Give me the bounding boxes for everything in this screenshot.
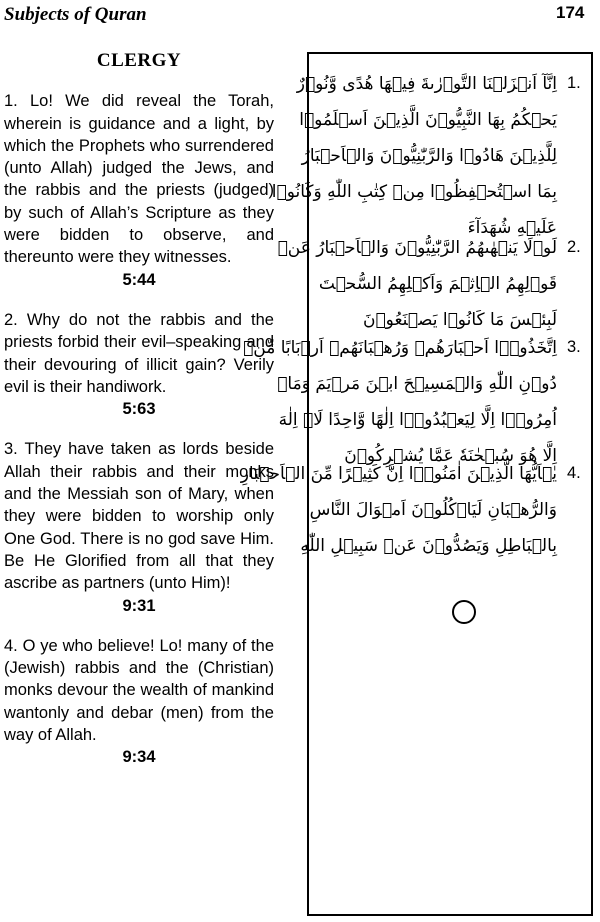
english-translation-column [4, 50, 274, 787]
circle-mark-icon [452, 600, 476, 624]
arabic-verse-lines [271, 66, 557, 246]
translation-text: 3. They have taken as lords beside Allah their rabbis and their monks and the Messiah son of Mary, when they were bidden to worship only One God. There is no god save Him. Be He Glorified from all that they ascribe as partners (unto Him)! [4, 440, 274, 593]
arabic-line: اِلَّا هُوَ سُبۡحٰنَهٗ عَمَّا يُشۡرِكُوۡنَ [344, 446, 557, 466]
arabic-line: قَوۡلِهِمُ الۡاِثۡمَ وَاَكۡلِهِمُ السُّحۡتَ [318, 274, 557, 294]
translation-text: 2. Why do not the rabbis and the priests forbid their evil–speaking and their devouring of illicit gain? Verily evil is their handiwork. [4, 310, 274, 396]
translation-entry-2 [4, 309, 274, 420]
arabic-text-box [240, 52, 593, 916]
arabic-verse-lines [240, 456, 557, 564]
running-header-title: Subjects of Quran [4, 4, 147, 25]
arabic-verse-number: 2. [567, 238, 581, 256]
translation-entry-1 [4, 90, 274, 291]
translation-text: 4. O ye who believe! Lo! many of the (Jewish) rabbis and the (Christian) monks devour the wealth of mankind wantonly and debar (men) from the way of Allah. [4, 636, 274, 745]
arabic-line: بِالۡبَاطِلِ وَيَصُدُّوۡنَ عَنۡ سَبِيۡلِ اللّٰهِ [300, 536, 557, 556]
translation-entry-4 [4, 635, 274, 769]
arabic-line: اِنَّآ اَنۡزَلۡنَا التَّوۡرٰىةَ فِيۡهَا هُدًى وَّنُوۡرٌ [296, 74, 557, 94]
arabic-line: يٰۤاَيُّهَا الَّذِيۡنَ اٰمَنُوۡۤا اِنَّ كَثِيۡرًا مِّنَ الۡاَحۡبَارِ [240, 464, 557, 484]
verse-reference: 5:44 [122, 270, 156, 289]
arabic-line: عَلَيۡهِ شُهَدَآءَ [467, 218, 557, 238]
arabic-verse-number: 1. [567, 74, 581, 92]
page-number: 174 [556, 3, 585, 22]
section-heading: CLERGY [96, 50, 182, 71]
arabic-line: يَحۡكُمُ بِهَا النَّبِيُّوۡنَ الَّذِيۡنَ اَسۡلَمُوۡا [299, 110, 557, 130]
arabic-line: بِمَا اسۡتُحۡفِظُوۡا مِنۡ كِتٰبِ اللّٰهِ وَكَانُوۡا [271, 182, 557, 202]
arabic-line: لَبِئۡسَ مَا كَانُوۡا يَصۡنَعُوۡنَ [363, 310, 557, 330]
translation-entry-3 [4, 438, 274, 616]
arabic-line: وَالرُّهۡبَانِ لَيَاۡكُلُوۡنَ اَمۡوَالَ النَّاسِ [309, 500, 557, 520]
arabic-verse-number: 4. [567, 464, 581, 482]
arabic-verse-number: 3. [567, 338, 581, 356]
arabic-verse-lines [277, 230, 557, 338]
verse-reference: 9:34 [122, 748, 156, 767]
arabic-verse-lines [243, 330, 557, 474]
arabic-line: اِتَّخَذُوۡۤا اَحۡبَارَهُمۡ وَرُهۡبَانَهُمۡ اَرۡبَابًا مِّنۡ [243, 338, 557, 358]
verse-reference: 9:31 [122, 596, 156, 615]
arabic-line: اُمِرُوۡۤا اِلَّا لِيَعۡبُدُوۡۤا اِلٰهًا وَّاحِدًا لَاۤ اِلٰهَ [278, 410, 557, 430]
arabic-line: لِلَّذِيۡنَ هَادُوۡا وَالرَّبّٰنِيُّوۡنَ وَالۡاَحۡبَارُ [301, 146, 557, 166]
arabic-line: دُوۡنِ اللّٰهِ وَالۡمَسِيۡحَ ابۡنَ مَرۡيَمَ وَمَاۤ [277, 374, 557, 394]
arabic-line: لَوۡلَا يَنۡهٰٮهُمُ الرَّبّٰنِيُّوۡنَ وَالۡاَحۡبَارُ عَنۡ [277, 238, 557, 258]
verse-reference: 5:63 [122, 400, 156, 419]
translation-text: 1. Lo! We did reveal the Torah, wherein is guidance and a light, by which the Prophets who surrendered (unto Allah) judged the Jews, and the rabbis and the priests (judged) by such of Allah’s Scripture as they were bidden to observe, and thereunto were they witnesses. [4, 92, 274, 267]
